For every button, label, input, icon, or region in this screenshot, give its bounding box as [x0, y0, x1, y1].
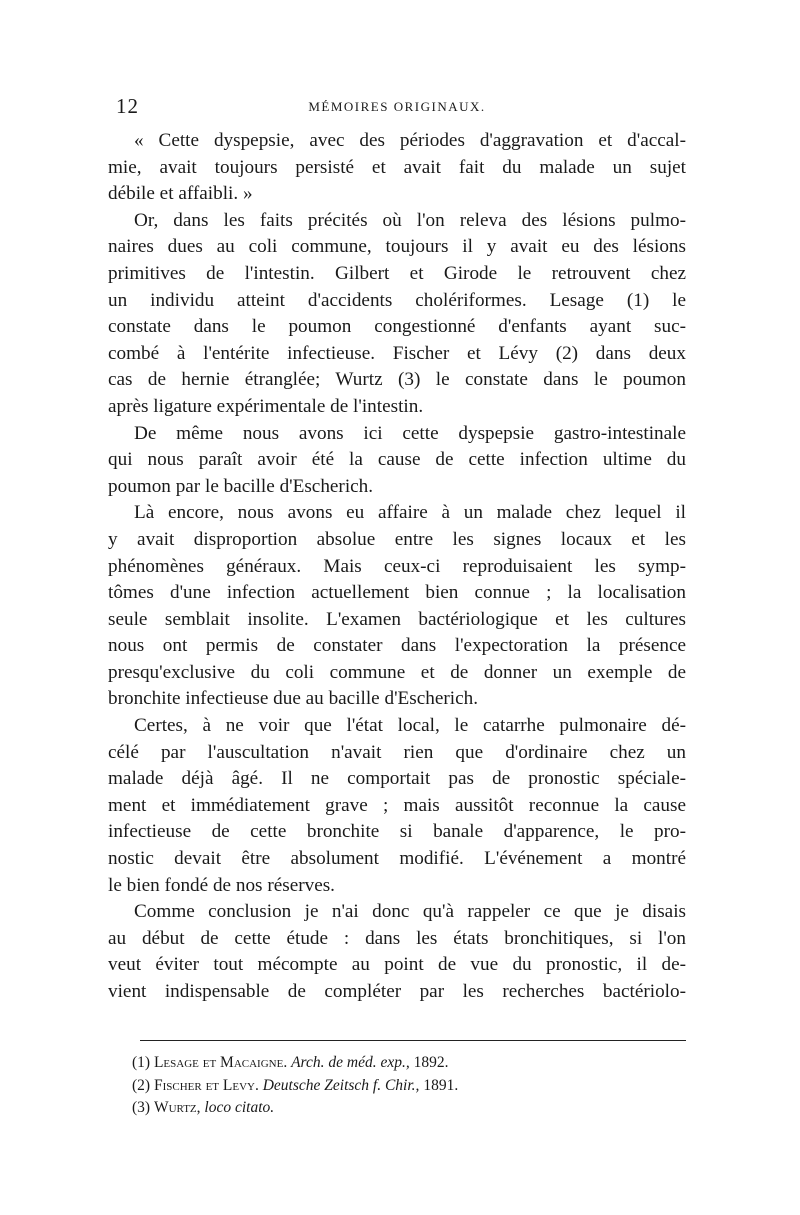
footnote-source: loco citato.	[204, 1099, 275, 1116]
text-line: au début de cette étude : dans les états bronchitiques, si l'on	[108, 927, 686, 949]
footnote-number: (2)	[132, 1076, 151, 1094]
text-line: le bien fondé de nos réserves.	[108, 874, 335, 896]
text-line: presqu'exclusive du coli commune et de donner un exemple de	[108, 661, 686, 683]
footnote-rule	[140, 1040, 686, 1041]
text-line: tômes d'une infection actuellement bien connue ; la localisation	[108, 582, 686, 604]
footnote	[132, 1097, 686, 1120]
text-line: constate dans le poumon congestionné d'enfants ayant suc-	[108, 316, 686, 338]
text-line: y avait disproportion absolue entre les signes locaux et les	[108, 528, 686, 550]
text-line: cas de hernie étranglée; Wurtz (3) le constate dans le poumon	[108, 369, 686, 391]
footnote	[132, 1052, 686, 1075]
paragraph	[108, 713, 686, 899]
footnote-source: Deutsche Zeitsch f. Chir.,	[262, 1076, 420, 1094]
text-line: naires dues au coli commune, toujours il y avait eu des lésions	[108, 236, 686, 258]
text-line: qui nous paraît avoir été la cause de cette infection ultime du	[108, 449, 686, 471]
text-line: De même nous avons ici cette dyspepsie gastro-intestinale	[134, 422, 686, 444]
footnote-year: 1891.	[423, 1076, 459, 1094]
footnote-source: Arch. de méd. exp.,	[291, 1054, 410, 1071]
footnote	[132, 1075, 686, 1098]
text-line: infectieuse de cette bronchite si banale d'apparence, le pro-	[108, 821, 686, 843]
text-line: célé par l'auscultation n'avait rien que d'ordinaire chez un	[108, 741, 686, 763]
page-number: 12	[116, 94, 139, 118]
text-line: après ligature expérimentale de l'intestin.	[108, 395, 424, 417]
text-line: débile et affaibli. »	[108, 183, 253, 205]
text-line: bronchite infectieuse due au bacille d'Escherich.	[108, 688, 478, 710]
footnotes	[132, 1052, 686, 1120]
footnote-year: 1892.	[413, 1054, 449, 1071]
text-line: malade déjà âgé. Il ne comportait pas de pronostic spéciale-	[108, 768, 686, 790]
footnote-authors: Lesage et Macaigne.	[153, 1054, 288, 1071]
text-line: combé à l'entérite infectieuse. Fischer et Lévy (2) dans deux	[108, 342, 686, 364]
paragraph	[108, 208, 686, 421]
paragraph	[108, 128, 686, 208]
paragraph	[108, 421, 686, 501]
footnote-authors: Fischer et Levy.	[153, 1076, 259, 1094]
text-line: Comme conclusion je n'ai donc qu'à rappeler ce que je disais	[134, 901, 686, 923]
text-line: vient indispensable de compléter par les recherches bactériolo-	[108, 981, 686, 1002]
body-text	[108, 128, 686, 1006]
footnote-number: (1)	[132, 1054, 151, 1071]
text-line: Là encore, nous avons eu affaire à un malade chez lequel il	[134, 502, 686, 524]
footnote-number: (3)	[132, 1099, 151, 1116]
text-line: Or, dans les faits précités où l'on releva des lésions pulmo-	[134, 209, 686, 231]
text-line: seule semblait insolite. L'examen bactériologique et les cultures	[108, 608, 686, 630]
running-title: MÉMOIRES ORIGINAUX.	[308, 99, 486, 114]
text-line: Certes, à ne voir que l'état local, le catarrhe pulmonaire dé-	[134, 715, 686, 737]
text-line: « Cette dyspepsie, avec des périodes d'aggravation et d'accal-	[134, 130, 686, 151]
footnote-authors: Wurtz,	[153, 1099, 201, 1116]
text-line: primitives de l'intestin. Gilbert et Girode le retrouvent chez	[108, 262, 686, 284]
paragraph	[108, 500, 686, 713]
text-line: veut éviter tout mécompte au point de vue du pronostic, il de-	[108, 954, 686, 976]
text-line: nous ont permis de constater dans l'expectoration la présence	[108, 635, 686, 657]
page-header	[108, 94, 686, 124]
text-line: nostic devait être absolument modifié. L'événement a montré	[108, 848, 686, 870]
text-line: un individu atteint d'accidents cholériformes. Lesage (1) le	[108, 289, 686, 311]
text-line: ment et immédiatement grave ; mais aussitôt reconnue la cause	[108, 794, 686, 816]
text-line: mie, avait toujours persisté et avait fait du malade un sujet	[108, 156, 686, 178]
book-page	[108, 0, 686, 1215]
text-line: phénomènes généraux. Mais ceux-ci reproduisaient les symp-	[108, 555, 686, 577]
text-line: poumon par le bacille d'Escherich.	[108, 475, 374, 497]
paragraph	[108, 899, 686, 1005]
